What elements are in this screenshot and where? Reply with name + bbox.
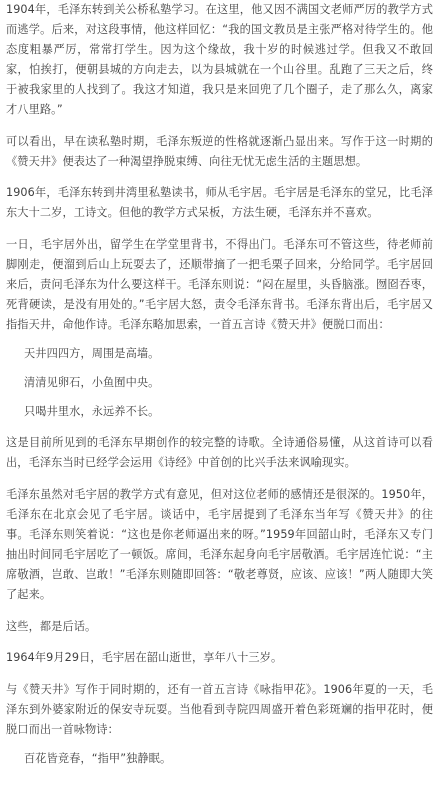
paragraph: 毛泽东虽然对毛宇居的教学方式有意见，但对这位老师的感情还是很深的。1950年，毛泽东在北京会见了毛宇居。谈话中，毛宇居提到了毛泽东当年写《赞天井》的往事。毛泽东则笑着说：“这也是你老师逼出来的呀。”1959年回韶山时，毛泽东又专门抽出时间同毛宇居吃了一顿饭。席间，毛泽东起身向毛宇居敬酒。毛宇居连忙说：“主席敬酒，岂敢、岂敢！”毛泽东则随即回答：“敬老尊贤，应该、应该！”两人随即大笑了起来。 bbox=[6, 487, 433, 601]
paragraph: 1964年9月29日，毛宇居在韶山逝世，享年八十三岁。 bbox=[6, 651, 283, 665]
paragraph: 这些，都是后话。 bbox=[6, 619, 97, 633]
paragraph: 这是目前所见到的毛泽东早期创作的较完整的诗歌。全诗通俗易懂，从这首诗可以看出，毛泽东当时已经学会运用《诗经》中首创的比兴手法来讽喻现实。 bbox=[6, 436, 433, 470]
poem-line: 清清见卵石，小鱼囿中央。 bbox=[24, 375, 160, 389]
paragraph: 1906年，毛泽东转到井湾里私塾读书，师从毛宇居。毛宇居是毛泽东的堂兄，比毛泽东大十二岁，工诗文。但他的教学方式呆板，方法生硬，毛泽东并不喜欢。 bbox=[6, 186, 433, 220]
paragraph: 1904年，毛泽东转到关公桥私塾学习。在这里，他又因不满国文老师严厉的教学方式而逃学。后来，对这段事情，他这样回忆：“我的国文教员是主张严格对待学生的。他态度粗暴严厉，常常打学生。因为这个缘故，我十岁的时候逃过学。但我又不敢回家，怕挨打，便朝县城的方向走去，以为县城就在一个山谷里。乱跑了三天之后，终于被我家里的人找到了。我这才知道，我只是来回兜了几个圈子，走了那么久，离家才八里路。” bbox=[6, 3, 433, 116]
paragraph: 一日，毛宇居外出，留学生在学堂里背书，不得出门。毛泽东可不管这些，待老师前脚刚走，便溜到后山上玩耍去了，还顺带摘了一把毛栗子回来，分给同学。毛宇居回来后，责问毛泽东为什么要这样干。毛泽东则说：“闷在屋里，头昏脑涨。囫囵吞枣，死背硬读，是没有用处的。”毛宇居大怒，责令毛泽东背书。毛泽东背出后，毛宇居又指指天井，命他作诗。毛泽东略加思索，一首五言诗《赞天井》便脱口而出： bbox=[6, 237, 433, 331]
paragraph: 与《赞天井》写作于同时期的，还有一首五言诗《咏指甲花》。1906年夏的一天，毛泽东到外婆家附近的保安寺玩耍。当他看到寺院四周盛开着色彩斑斓的指甲花时，便脱口而出一首咏物诗： bbox=[6, 682, 433, 736]
poem-line: 天井四四方，周围是高墙。 bbox=[24, 346, 160, 360]
poem-line: 百花皆竞春，“指甲”独静眠。 bbox=[24, 751, 172, 765]
poem-line: 只喝井里水，永远养不长。 bbox=[24, 404, 160, 418]
paragraph: 可以看出，早在读私塾时期，毛泽东叛逆的性格就逐渐凸显出来。写作于这一时期的《赞天井》便表达了一种渴望挣脱束缚、向往无忧无虑生活的主题思想。 bbox=[6, 134, 433, 168]
